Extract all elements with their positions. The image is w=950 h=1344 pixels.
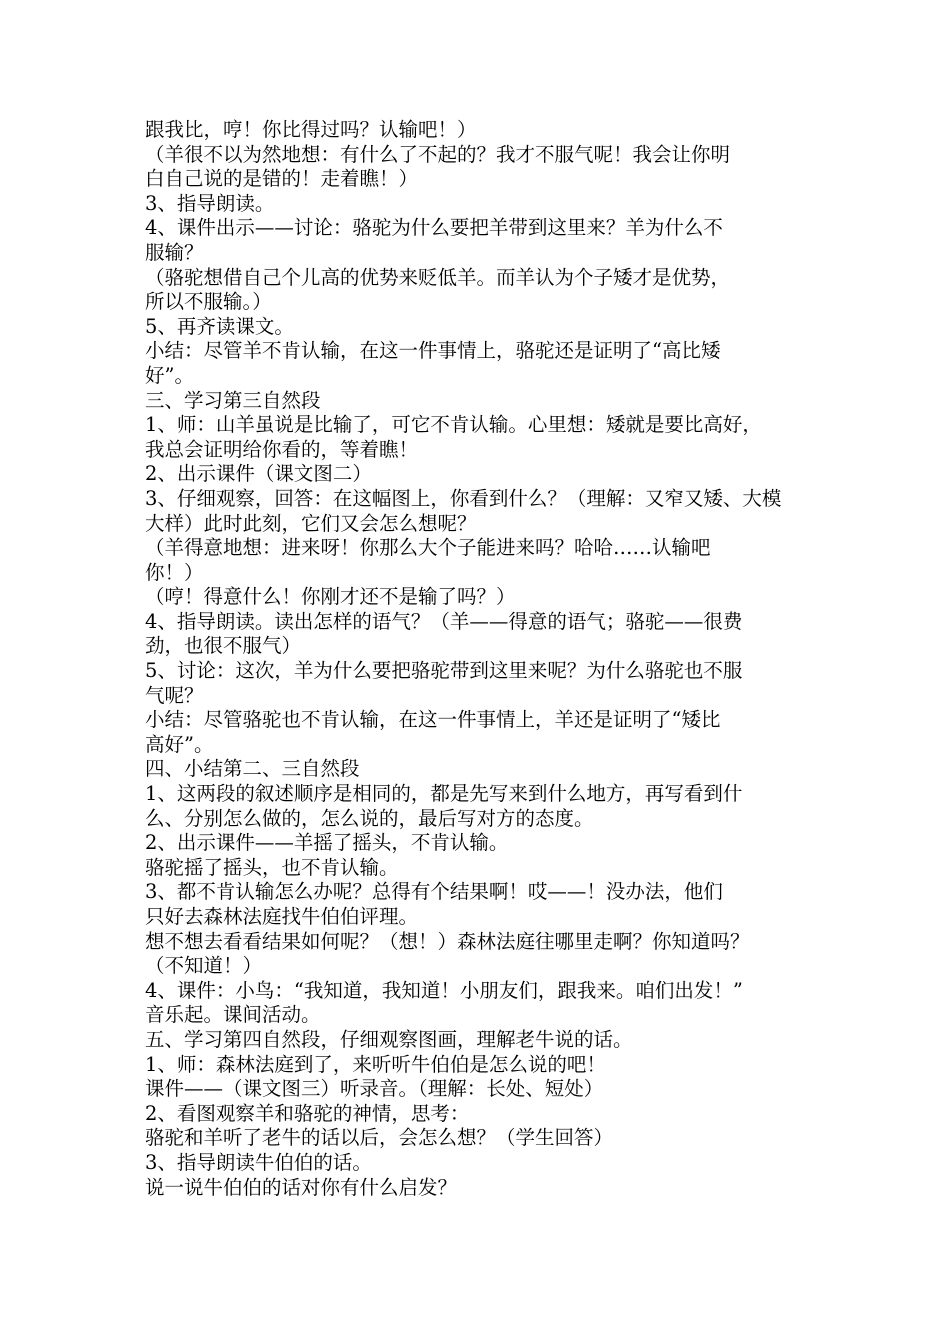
section-heading: 三、学习第三自然段: [145, 388, 321, 412]
text-line: 小结：尽管骆驼也不肯认输，在这一件事情上，羊还是证明了“矮比: [145, 708, 721, 732]
text-line: 1、师：森林法庭到了，来听听牛伯伯是怎么说的吧！: [145, 1052, 606, 1076]
text-line: 高好”。: [145, 732, 214, 756]
text-line: 4、课件：小鸟：“我知道，我知道！小朋友们，跟我来。咱们出发！”: [145, 978, 743, 1002]
text-line: 2、看图观察羊和骆驼的神情，思考：: [145, 1101, 470, 1125]
text-line: 好”。: [145, 363, 194, 387]
text-line: 音乐起。课间活动。: [145, 1003, 321, 1027]
text-line: 跟我比，哼！你比得过吗？认输吧！）: [145, 118, 477, 141]
text-line: （骆驼想借自己个儿高的优势来贬低羊。而羊认为个子矮才是优势，: [145, 265, 731, 289]
text-line: 骆驼和羊听了老牛的话以后，会怎么想？（学生回答）: [145, 1126, 614, 1150]
text-line: 我总会证明给你看的，等着瞧！: [145, 437, 419, 461]
text-line: 服输？: [145, 240, 204, 264]
text-line: 劲，也很不服气）: [145, 634, 302, 658]
text-line: 5、讨论：这次，羊为什么要把骆驼带到这里来呢？为什么骆驼也不服: [145, 659, 743, 683]
text-line: （羊很不以为然地想：有什么了不起的？我才不服气呢！我会让你明: [145, 142, 731, 166]
text-line: 课件——（课文图三）听录音。（理解：长处、短处）: [145, 1077, 604, 1101]
text-line: 1、这两段的叙述顺序是相同的，都是先写来到什么地方，再写看到什: [145, 782, 743, 806]
text-line: 说一说牛伯伯的话对你有什么启发？: [145, 1175, 458, 1199]
text-line: 3、指导朗读牛伯伯的话。: [145, 1150, 372, 1174]
text-line: 只好去森林法庭找牛伯伯评理。: [145, 905, 419, 928]
text-line: 1、师：山羊虽说是比输了，可它不肯认输。心里想：矮就是要比高好，: [145, 413, 762, 437]
text-line: 2、出示课件——羊摇了摇头，不肯认输。: [145, 831, 509, 855]
text-line: 4、指导朗读。读出怎样的语气？（羊——得意的语气；骆驼——很费: [145, 609, 743, 633]
text-line: 5、再齐读课文。: [145, 314, 294, 338]
text-line: 3、仔细观察，回答：在这幅图上，你看到什么？（理解：又窄又矮、大模: [145, 486, 782, 510]
text-line: 3、指导朗读。: [145, 191, 275, 215]
text-line: （羊得意地想：进来呀！你那么大个子能进来吗？哈哈……认输吧: [145, 536, 711, 560]
text-line: （哼！得意什么！你刚才还不是输了吗？）: [145, 585, 516, 609]
text-line: 骆驼摇了摇头，也不肯认输。: [145, 855, 399, 879]
text-line: 大样）此时此刻，它们又会怎么想呢？: [145, 511, 477, 535]
text-line: （不知道！）: [145, 954, 263, 978]
document-body: [145, 118, 835, 1200]
text-line: 气呢？: [145, 683, 204, 707]
text-line: 3、都不肯认输怎么办呢？总得有个结果啊！哎——！没办法，他们: [145, 880, 723, 904]
section-heading: 五、学习第四自然段，仔细观察图画，理解老牛说的话。: [145, 1027, 633, 1051]
text-line: 2、出示课件（课文图二）: [145, 462, 372, 486]
section-heading: 四、小结第二、三自然段: [145, 757, 360, 781]
text-line: 所以不服输。）: [145, 290, 272, 314]
text-line: 你！）: [145, 560, 204, 584]
text-line: 白自己说的是错的！走着瞧！）: [145, 167, 419, 191]
text-line: 4、课件出示——讨论：骆驼为什么要把羊带到这里来？羊为什么不: [145, 216, 723, 240]
text-line: 想不想去看看结果如何呢？（想！）森林法庭往哪里走啊？你知道吗？: [145, 929, 750, 953]
text-line: 么、分别怎么做的，怎么说的，最后写对方的态度。: [145, 806, 594, 830]
text-line: 小结：尽管羊不肯认输，在这一件事情上，骆驼还是证明了“高比矮: [145, 339, 721, 363]
